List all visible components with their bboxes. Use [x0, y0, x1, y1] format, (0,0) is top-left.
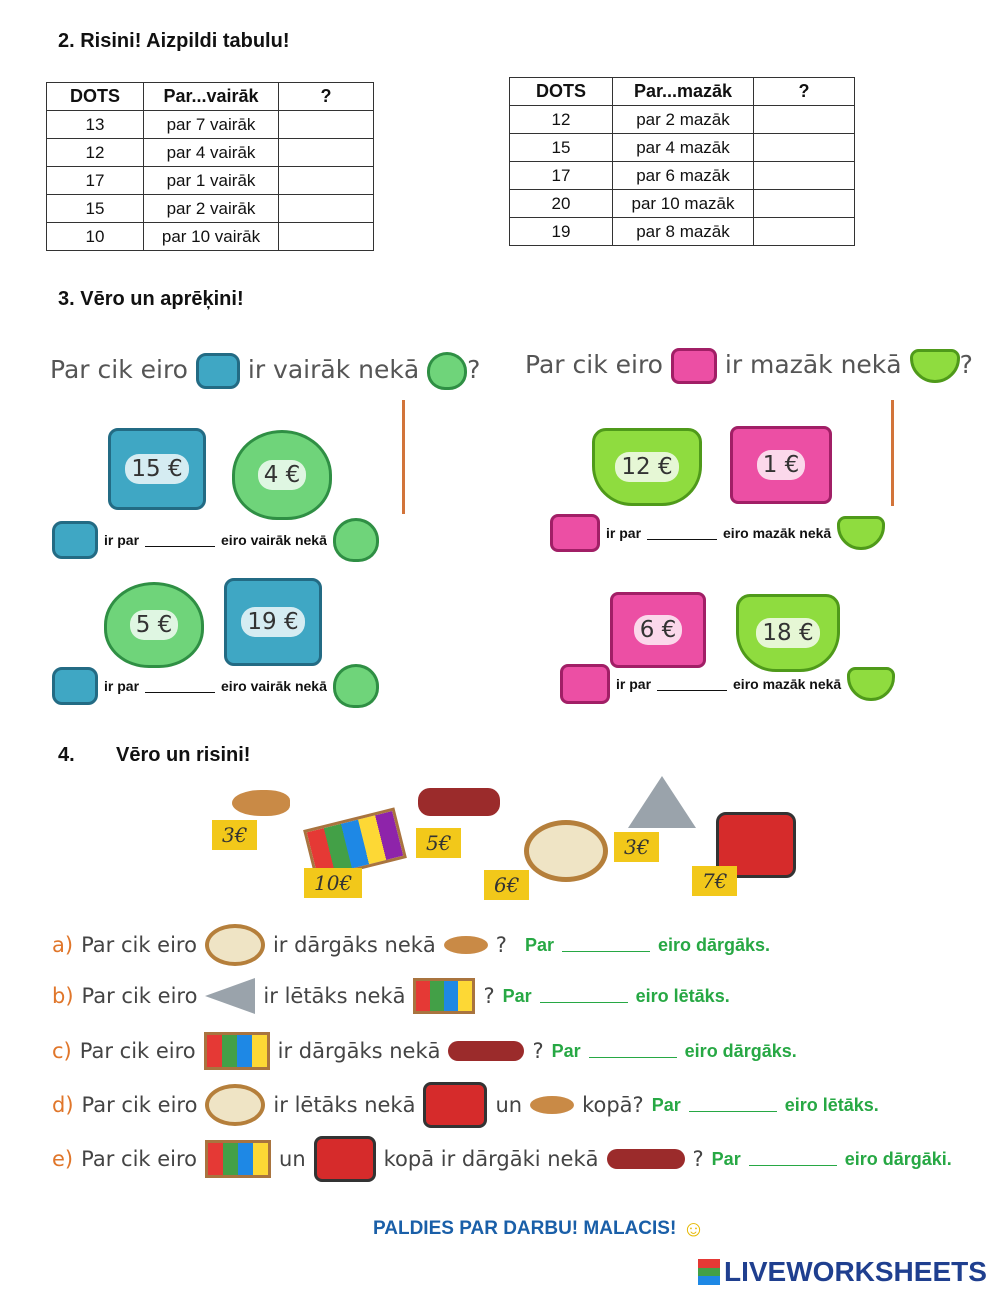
more-cell: par 2 vairāk	[144, 195, 279, 223]
answer-cell[interactable]	[279, 195, 374, 223]
question-text: Par cik eiro	[81, 1093, 198, 1117]
price-tag: 7€	[692, 866, 737, 896]
answer-blank[interactable]	[540, 990, 628, 1003]
dots-cell: 13	[47, 111, 144, 139]
less-cell: par 6 mazāk	[613, 162, 754, 190]
table-row	[510, 190, 855, 218]
green-purse-icon	[333, 664, 379, 708]
question-text: Par cik eiro	[81, 984, 198, 1008]
less-cell: par 8 mazāk	[613, 218, 754, 246]
blue-bag-icon	[52, 667, 98, 705]
question-text: ir lētāks nekā	[263, 984, 406, 1008]
question-a	[52, 924, 770, 966]
col-header: ?	[279, 83, 374, 111]
dots-cell: 12	[47, 139, 144, 167]
table-row	[510, 218, 855, 246]
answer-blank[interactable]	[145, 534, 215, 547]
table-row	[510, 162, 855, 190]
question-more	[50, 352, 480, 390]
answer-blank[interactable]	[145, 680, 215, 693]
answer-blank[interactable]	[689, 1099, 777, 1112]
question-letter: e)	[52, 1147, 74, 1171]
question-mark: ?	[467, 355, 481, 384]
less-cell: par 10 mazāk	[613, 190, 754, 218]
triangle-icon	[628, 776, 696, 828]
ocarina-icon	[444, 936, 488, 954]
dots-cell: 20	[510, 190, 613, 218]
question-b	[52, 978, 730, 1014]
green-bag-icon	[847, 667, 895, 701]
question-text: Par cik eiro	[81, 933, 197, 957]
green-bag-image	[736, 594, 840, 672]
price-tag: 6€	[484, 870, 529, 900]
table-row	[510, 134, 855, 162]
liveworksheets-logo-icon	[698, 1259, 720, 1285]
dots-cell: 15	[47, 195, 144, 223]
table-row	[47, 167, 374, 195]
price-label: 15 €	[125, 454, 188, 484]
question-text: ir vairāk nekā	[247, 355, 420, 384]
xylophone-icon	[413, 978, 475, 1014]
section-4-title: Vēro un risini!	[116, 744, 251, 766]
bells-icon	[448, 1041, 524, 1061]
green-bag-icon	[837, 516, 885, 550]
answer-text: Par	[524, 934, 554, 955]
question-e	[52, 1136, 952, 1182]
sentence-more-1	[52, 518, 379, 562]
question-text: ir dārgāks nekā	[277, 1039, 441, 1063]
pink-wallet-icon	[550, 514, 600, 552]
answer-text: eiro lētāks.	[784, 1094, 879, 1115]
sentence-less-1	[550, 514, 885, 552]
sentence-less-2	[560, 664, 895, 704]
section-4-number: 4.	[58, 744, 75, 766]
question-c	[52, 1032, 797, 1070]
question-text: Par cik eiro	[81, 1147, 198, 1171]
less-cell: par 4 mazāk	[613, 134, 754, 162]
col-header: Par...mazāk	[613, 78, 754, 106]
thanks-text: PALDIES PAR DARBU! MALACIS!	[373, 1218, 677, 1239]
answer-text: eiro lētāks.	[635, 985, 730, 1006]
price-tag: 5€	[416, 828, 461, 858]
price-tag: 10€	[304, 868, 362, 898]
brand-text: LIVEWORKSHEETS	[724, 1256, 987, 1287]
answer-cell[interactable]	[279, 223, 374, 251]
table-row	[47, 223, 374, 251]
price-label: 4 €	[258, 460, 307, 490]
answer-blank[interactable]	[749, 1153, 837, 1166]
pink-wallet-icon	[560, 664, 610, 704]
price-label: 18 €	[756, 618, 819, 648]
more-cell: par 1 vairāk	[144, 167, 279, 195]
dots-cell: 19	[510, 218, 613, 246]
col-header: ?	[754, 78, 855, 106]
question-text: ir mazāk nekā	[724, 350, 902, 379]
xylophone-icon	[205, 1140, 271, 1178]
answer-text: eiro dārgāki.	[844, 1148, 952, 1169]
blue-bag-icon	[196, 353, 240, 389]
price-label: 19 €	[241, 607, 304, 637]
pink-wallet-image	[730, 426, 832, 504]
answer-text: eiro dārgāks.	[684, 1040, 797, 1061]
drum-icon	[314, 1136, 376, 1182]
question-letter: b)	[52, 984, 74, 1008]
table-row	[47, 139, 374, 167]
tambourine-icon	[524, 820, 608, 882]
price-label: 6 €	[634, 615, 683, 645]
green-purse-icon	[333, 518, 379, 562]
answer-cell[interactable]	[754, 218, 855, 246]
blue-bag-icon	[52, 521, 98, 559]
answer-cell[interactable]	[754, 106, 855, 134]
answer-text: Par	[711, 1148, 741, 1169]
less-cell: par 2 mazāk	[613, 106, 754, 134]
question-mark: ?	[959, 350, 973, 379]
thanks-line	[373, 1216, 705, 1242]
smiley-icon: ☺	[682, 1216, 705, 1241]
sentence-text: eiro vairāk nekā	[221, 678, 327, 694]
answer-text: eiro dārgāks.	[657, 934, 771, 955]
answer-text: Par	[551, 1040, 581, 1061]
table-row	[47, 111, 374, 139]
col-header: Par...vairāk	[144, 83, 279, 111]
sentence-text: ir par	[104, 532, 140, 548]
sentence-text: eiro mazāk nekā	[733, 676, 842, 692]
question-mark: ?	[483, 984, 495, 1008]
answer-cell[interactable]	[279, 111, 374, 139]
question-mark: ?	[532, 1039, 544, 1063]
sentence-text: eiro mazāk nekā	[723, 525, 832, 541]
blue-bag-image	[108, 428, 206, 510]
answer-text: Par	[502, 985, 532, 1006]
question-letter: d)	[52, 1093, 74, 1117]
question-letter: c)	[52, 1039, 72, 1063]
dots-cell: 17	[47, 167, 144, 195]
answer-cell[interactable]	[754, 190, 855, 218]
sentence-text: ir par	[616, 676, 652, 692]
question-text: Par cik eiro	[50, 355, 188, 384]
green-bag-icon	[910, 349, 960, 383]
table-less	[509, 77, 855, 246]
more-cell: par 4 vairāk	[144, 139, 279, 167]
price-tag: 3€	[212, 820, 257, 850]
question-text: ir dārgāks nekā	[272, 933, 436, 957]
answer-text: Par	[651, 1094, 681, 1115]
dots-cell: 10	[47, 223, 144, 251]
answer-blank[interactable]	[562, 939, 650, 952]
question-letter: a)	[52, 933, 74, 957]
question-text: un	[279, 1147, 306, 1171]
green-purse-icon	[427, 352, 467, 390]
divider	[891, 400, 894, 506]
price-label: 12 €	[615, 452, 678, 482]
triangle-icon	[205, 978, 255, 1014]
ocarina-icon	[530, 1096, 574, 1114]
question-mark: ?	[692, 1147, 704, 1171]
question-mark: ?	[495, 933, 507, 957]
sentence-more-2	[52, 664, 379, 708]
answer-cell[interactable]	[279, 139, 374, 167]
question-text: Par cik eiro	[79, 1039, 196, 1063]
price-label: 5 €	[130, 610, 179, 640]
table-row	[510, 106, 855, 134]
question-text: Par cik eiro	[525, 350, 663, 379]
pink-wallet-icon	[671, 348, 717, 384]
divider	[402, 400, 405, 514]
bells-icon	[418, 788, 500, 816]
green-bag-image	[592, 428, 702, 506]
answer-cell[interactable]	[754, 162, 855, 190]
ocarina-icon	[232, 790, 290, 816]
question-text: ir lētāks nekā	[273, 1093, 416, 1117]
dots-cell: 12	[510, 106, 613, 134]
question-text: kopā?	[582, 1093, 644, 1117]
drum-icon	[423, 1082, 487, 1128]
answer-cell[interactable]	[279, 167, 374, 195]
more-cell: par 10 vairāk	[144, 223, 279, 251]
price-tag: 3€	[614, 832, 659, 862]
table-row	[47, 195, 374, 223]
answer-blank[interactable]	[589, 1045, 677, 1058]
question-text: un	[495, 1093, 523, 1117]
col-header: DOTS	[510, 78, 613, 106]
sentence-text: ir par	[104, 678, 140, 694]
dots-cell: 17	[510, 162, 613, 190]
question-d	[52, 1082, 879, 1128]
xylophone-icon	[204, 1032, 270, 1070]
sentence-text: ir par	[606, 525, 642, 541]
dots-cell: 15	[510, 134, 613, 162]
tambourine-icon	[205, 924, 265, 966]
pink-wallet-image	[610, 592, 706, 668]
sentence-text: eiro vairāk nekā	[221, 532, 327, 548]
blue-bag-image	[224, 578, 322, 666]
price-label: 1 €	[757, 450, 806, 480]
answer-blank[interactable]	[657, 678, 727, 691]
question-text: kopā ir dārgāki nekā	[383, 1147, 599, 1171]
more-cell: par 7 vairāk	[144, 111, 279, 139]
col-header: DOTS	[47, 83, 144, 111]
section-3-title: 3. Vēro un aprēķini!	[58, 288, 244, 310]
question-less	[525, 348, 973, 384]
brand-logo[interactable]	[698, 1256, 987, 1288]
answer-blank[interactable]	[647, 527, 717, 540]
section-2-title: 2. Risini! Aizpildi tabulu!	[58, 30, 290, 52]
answer-cell[interactable]	[754, 134, 855, 162]
table-more	[46, 82, 374, 251]
green-purse-image	[232, 430, 332, 520]
green-purse-image	[104, 582, 204, 668]
tambourine-icon	[205, 1084, 265, 1126]
bells-icon	[607, 1149, 685, 1169]
